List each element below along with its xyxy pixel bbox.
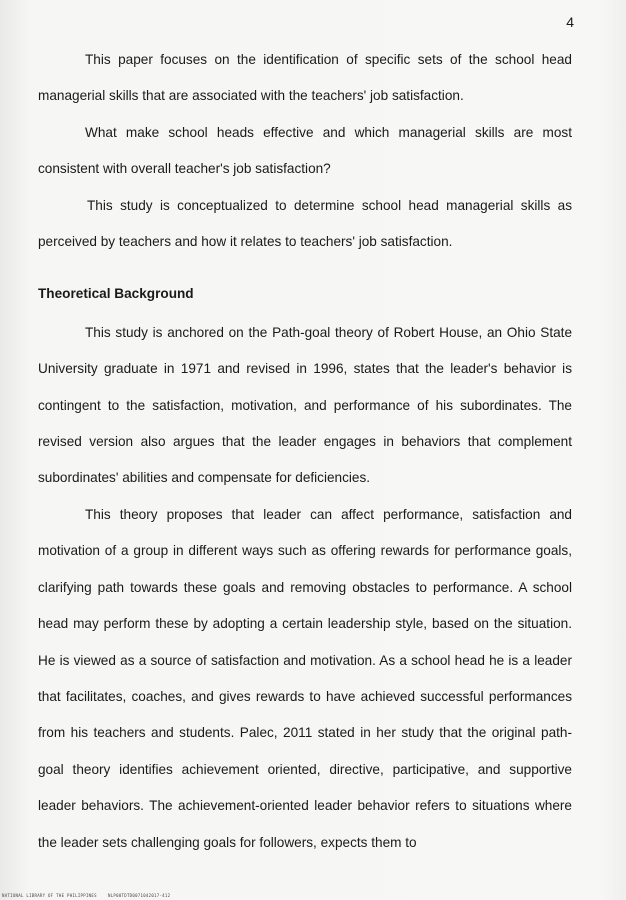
paragraph-intro-3: This study is conceptualized to determine school head managerial skills as perceived by teachers and how it relates to teachers' job satisfaction. [38, 197, 572, 250]
paragraph-intro-1: This paper focuses on the identification of specific sets of the school head managerial skills that are associated with the teachers' job satisfaction. [38, 52, 572, 104]
body-text [38, 42, 572, 861]
paragraph-intro-2: What make school heads effective and which managerial skills are most consistent with overall teacher's job satisfaction? [38, 124, 572, 177]
paragraph-theory-2: This theory proposes that leader can affect performance, satisfaction and motivation of a group in different ways such as offering rewards for performance goals, clarifying path towards these goals and removing obstacles to performance. A school head may perform these by adopting a certain leadership style, based on the situation. He is viewed as a source of satisfaction and motivation. As a school head he is a leader that facilitates, coaches, and gives rewards to have achieved successful performances from his teachers and students. Palec, 2011 stated in her study that the original path-goal theory identifies achievement oriented, directive, participative, and supportive leader behaviors. The achievement-oriented leader behavior refers to situations where the leader sets challenging goals for followers, expects them to [38, 506, 572, 850]
page-number: 4 [566, 14, 574, 30]
footer-code: NLP00TDTD0071042017-412 [108, 893, 171, 898]
section-heading: Theoretical Background [38, 286, 194, 302]
paragraph-theory-1: This study is anchored on the Path-goal theory of Robert House, an Ohio State University graduate in 1971 and revised in 1996, states that the leader's behavior is contingent to the satisfaction, motivation, and performance of his subordinates. The revised version also argues that the leader engages in behaviors that complement subordinates' abilities and compensate for deficiencies. [38, 324, 572, 486]
footer-library: NATIONAL LIBRARY OF THE PHILIPPINES [2, 893, 97, 898]
scan-footer [0, 884, 626, 900]
